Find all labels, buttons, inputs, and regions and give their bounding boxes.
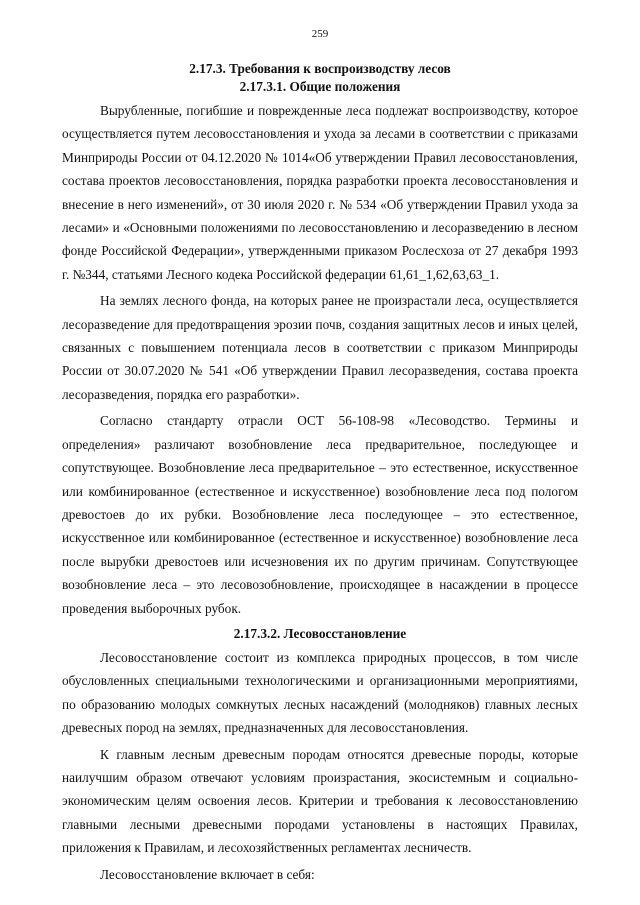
subsection-heading-reforestation: 2.17.3.2. Лесовосстановление xyxy=(233,625,407,641)
paragraph-regeneration-types: Согласно стандарту отрасли ОСТ 56-108-98 «Лесоводство. Термины и определения» различают возобновление леса предварительное, последующее и сопутствующее. Возобновление леса предварительное – это естественное, искусственное или комбинированное (естественное и искусственное) возобновление леса под пологом древостоев до их рубки. Возобновление леса последующее – это естественное, искусственное или комбинированное (естественное и искусственное) возобновление леса после вырубки древостоев или исчезновения их по другим причинам. Сопутствующее возобновление леса – это лесовозобновление, происходящее в насаждении в процессе проведения выборочных рубок. xyxy=(62,413,578,616)
paragraph-main-species: К главным лесным древесным породам относятся древесные породы, которые наилучшим образом отвечают условиям произрастания, экосистемным и социально-экономическим целям освоения лесов. Критерии и требования к лесовосстановлению главными лесными древесными породами установлены в настоящих Правилах, приложения к Правилам, и лесохозяйственных регламентах лесничеств. xyxy=(62,746,578,856)
paragraph-reproduction: Вырубленные, погибшие и поврежденные леса подлежат воспроизводству, которое осуществляется путем лесовосстановления и ухода за лесами в соответствии с приказами Минприроды России от 04.12.2020 № 1014«Об утверждении Правил лесовосстановления, состава проектов лесовосстановления, порядка разработки проекта лесовосстановления и внесение в него изменений», от 30 июля 2020 г. № 534 «Об утверждении Правил ухода за лесами» и «Основными положениями по лесовосстановлению и лесоразведению в лесном фонде Российской Федерации», утвержденными приказом Рослесхоза от 27 декабря 1993 г. №344, статьями Лесного кодека Российской федерации 61,61_1,62,63,63_1. xyxy=(62,103,578,282)
paragraph-reforestation-definition: Лесовосстановление состоит из комплекса природных процессов, в том числе обусловленных специальными технологическими и организационными мероприятиями, по образованию молодых сомкнутых лесных насаждений (молодняков) главных лесных древесных пород на землях, предназначенных для лесовосстановления. xyxy=(62,649,578,736)
subsection-heading-general: 2.17.3.1. Общие положения xyxy=(239,79,401,94)
page-number: 259 xyxy=(311,28,329,40)
section-heading: 2.17.3. Требования к воспроизводству лесов xyxy=(189,61,451,76)
paragraph-afforestation: На землях лесного фонда, на которых ранее не произрастали леса, осуществляется лесоразведение для предотвращения эрозии почв, создания защитных лесов и иных целей, связанных с повышением потенциала лесов в соответствии с приказом Минприроды России от 30.07.2020 № 541 «Об утверждении Правил лесоразведения, состава проекта лесоразведения, порядка его разработки». xyxy=(62,293,578,402)
paragraph-reforestation-includes: Лесовосстановление включает в себя: xyxy=(100,866,315,882)
